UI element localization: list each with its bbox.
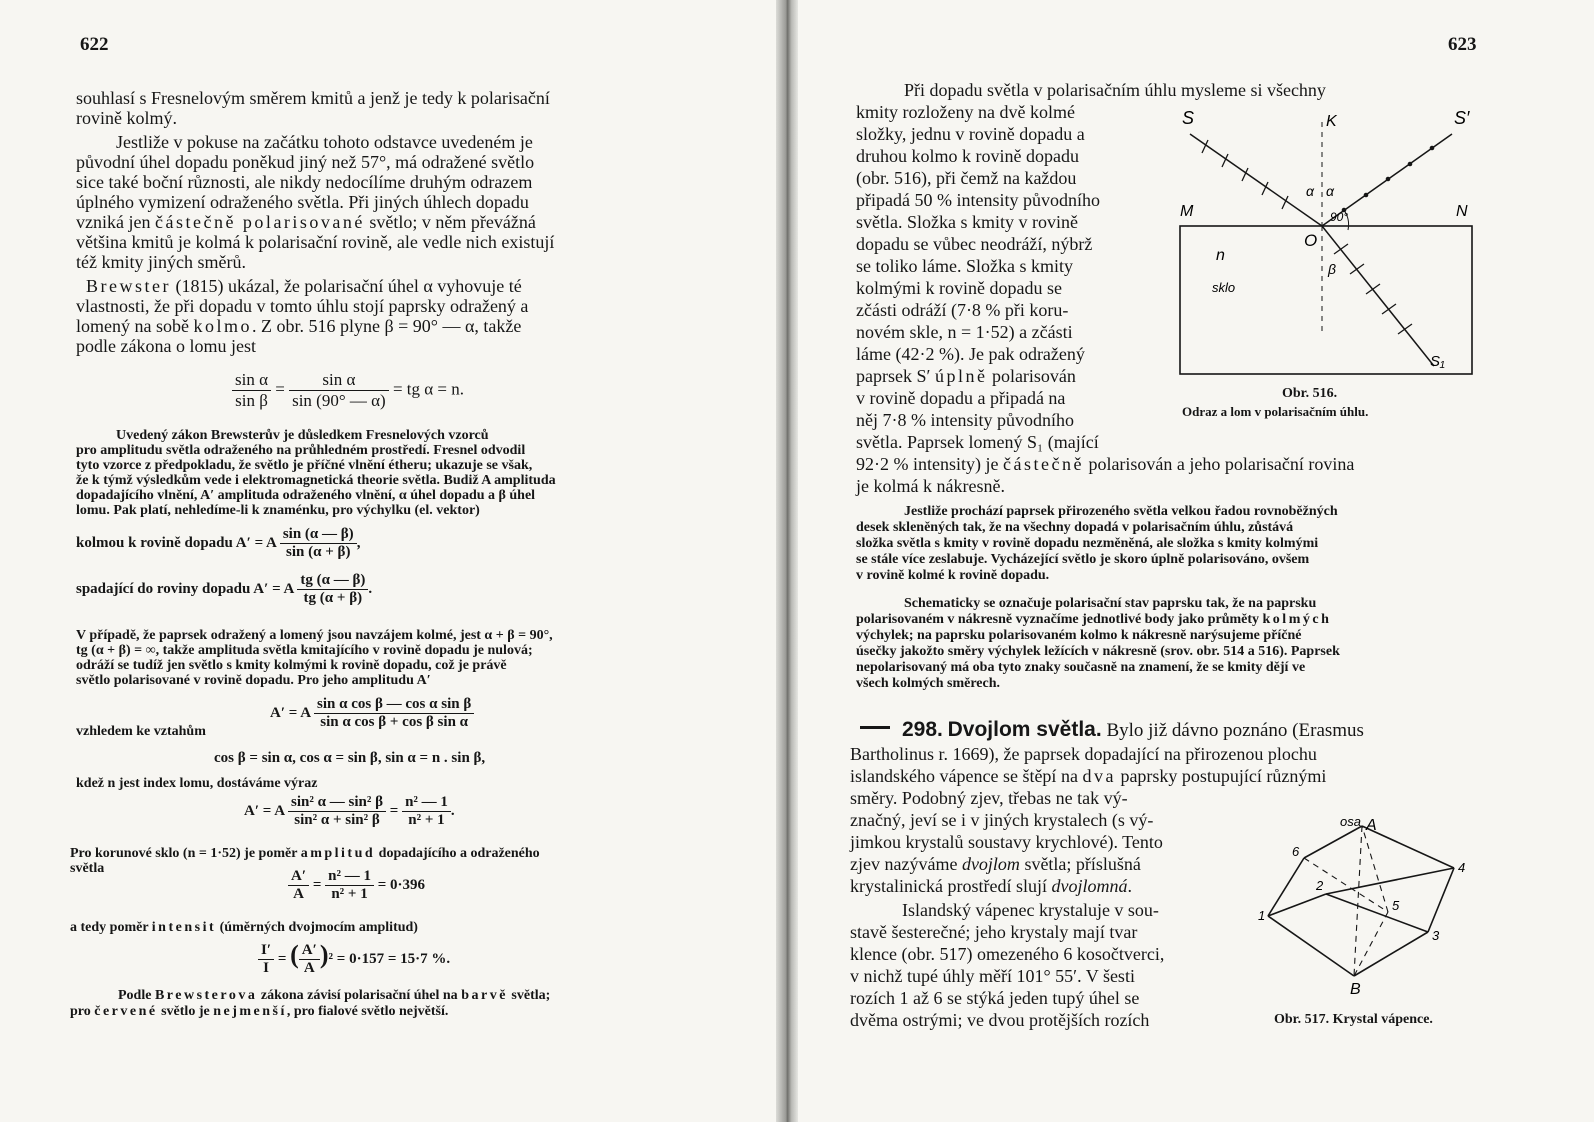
text-line: zčásti odráží (7·8 % při koru- [856, 300, 1069, 320]
figure-516-caption: Odraz a lom v polarisačním úhlu. [1182, 404, 1369, 419]
text-line-small: odráží se tudíž jen světlo s kmity kolmými k rovině dopadu, což je právě [76, 658, 507, 673]
label-n-point: N [1456, 203, 1468, 220]
text-line: novém skle, n = 1·52) a zčásti [856, 322, 1073, 342]
label-b: B [1350, 981, 1361, 998]
text-line: Při dopadu světla v polarisačním úhlu mysleme si všechny [904, 80, 1326, 100]
label-corner-5: 5 [1392, 898, 1400, 913]
text-line: světla. Složka s kmity v rovině [856, 212, 1078, 232]
text-line-small: kdež n jest index lomu, dostáváme výraz [76, 776, 318, 791]
label-k: K [1326, 113, 1337, 130]
label-axis: osa [1340, 816, 1361, 829]
section-heading: 298. Dvojlom světla. Bylo již dávno poznáno (Erasmus [902, 718, 1364, 741]
text-line: Jestliže v pokuse na začátku tohoto odstavce uvedeném je [116, 132, 533, 152]
label-glass: sklo [1212, 280, 1236, 295]
text-line: v rovině dopadu a připadá na [856, 388, 1066, 408]
text-line-small: výchylek; na paprsku polarisovaném kolmo k nákresně narýsujeme příčné [856, 628, 1302, 643]
text-line-small: vzhledem ke vztahům [76, 724, 206, 739]
equation-index: A′ = A $\frac{\text{sin² α — sin² β}}{\text{sin² α + sin² β}}$ = $\frac{\text{n² — 1}}{\text{n² + 1}}$ . [244, 794, 455, 828]
section-dash [860, 726, 890, 729]
text-line-small: Uvedený zákon Brewsterův je důsledkem Fresnelových vzorců [116, 428, 489, 443]
text-line-small: světla [70, 861, 105, 876]
figure-516-reflection-diagram [1172, 104, 1482, 384]
text-line: Islandský vápenec krystaluje v sou- [902, 900, 1159, 920]
label-corner-4: 4 [1458, 860, 1466, 875]
text-line: připadá 50 % intensity původního [856, 190, 1100, 210]
text-line: paprsek S′ úplně polarisován [856, 366, 1076, 386]
equation-ratio: $\frac{A'}{A}$ = $\frac{\text{n² — 1}}{\text{n² + 1}}$ = 0·396 [288, 868, 425, 903]
text-line: (obr. 516), při čemž na každou [856, 168, 1077, 188]
text-line-small: a tedy poměr intensit (úměrných dvojmocím amplitud) [70, 920, 418, 935]
text-line: světla. Paprsek lomený S₁ (mající [856, 432, 1099, 452]
label-n-index: n [1216, 247, 1225, 264]
refracted-ray [1322, 226, 1434, 366]
text-line-small: Podle Brewsterova zákona závisí polarisační úhel na barvě světla; [118, 988, 551, 1003]
text-line-small: pro amplitudu světla odraženého na průhledném prostředí. Fresnel odvodil [76, 443, 526, 458]
text-line: většina kmitů je kolmá k polarisační rovině, ale vedle nich existují [76, 232, 555, 252]
text-line: Bartholinus r. 1669), že paprsek dopadající na přirozenou plochu [850, 744, 1317, 764]
text-line: se toliko láme. Složka s kmity [856, 256, 1073, 276]
label-m: M [1180, 203, 1194, 220]
text-line: něj 7·8 % intensity původního [856, 410, 1074, 430]
right-page [798, 0, 1594, 1122]
text-line-small: lomu. Pak platí, nehledíme-li k znaménku, pro výchylku (el. vektor) [76, 503, 480, 518]
text-line: lomený na sobě kolmo. Z obr. 516 plyne β = 90° — α, takže [76, 316, 522, 336]
label-s1: S₁ [1430, 353, 1445, 370]
equation-relations: cos β = sin α, cos α = sin β, sin α = n . sin β, [214, 750, 486, 766]
text-line-small: V případě, že paprsek odražený a lomený jsou navzájem kolmé, jest α + β = 90°, [76, 628, 553, 643]
text-line: směry. Podobný zjev, třebas ne tak vý- [850, 788, 1128, 808]
label-o: O [1304, 231, 1318, 250]
text-line-small: Jestliže prochází paprsek přirozeného světla velkou řadou rovnoběžných [904, 504, 1338, 519]
text-line: rozích 1 až 6 se stýká jeden tupý úhel se [850, 988, 1140, 1008]
equation-perpendicular: kolmou k rovině dopadu A′ = A $\frac{\sin (\alpha — \beta)}{\sin (\alpha + \beta)}$ , [76, 526, 361, 560]
text-line-small: pro červené světlo je nejmenší, pro fialové světlo největší. [70, 1004, 449, 1019]
text-line: vzniká jen částečně polarisované světlo; v něm převážná [76, 212, 536, 232]
equation-parallel: spadající do roviny dopadu A′ = A $\frac{tg (\alpha — \beta)}{tg (\alpha + \beta)}$ . [76, 572, 373, 606]
label-corner-1: 1 [1258, 908, 1266, 923]
text-line: rovině kolmý. [76, 108, 177, 128]
label-corner-3: 3 [1432, 928, 1440, 943]
page-number-right: 623 [1448, 34, 1477, 55]
text-line: druhou kolmo k rovině dopadu [856, 146, 1079, 166]
text-line: krystalinická prostředí slují dvojlomná. [850, 876, 1132, 896]
text-line: v nichž tupé úhly měří 101° 55′. V šesti [850, 966, 1135, 986]
label-alpha: α [1326, 183, 1334, 199]
figure-517-calcite-crystal [1258, 816, 1488, 1006]
incident-ticks [1202, 140, 1288, 209]
text-line-small: Pro korunové sklo (n = 1·52) je poměr amplitud dopadajícího a odraženého [70, 846, 540, 861]
refracted-ticks [1334, 244, 1412, 334]
left-page [0, 0, 776, 1122]
text-line: vlastnosti, že při dopadu v tomto úhlu stojí paprsky odražený a [76, 296, 529, 316]
text-line: 92·2 % intensity) je částečně polarisován a jeho polarisační rovina [856, 454, 1355, 474]
text-line: kmity rozloženy na dvě kolmé [856, 102, 1075, 122]
text-line-small: tg (α + β) = ∞, takže amplituda světla kmitajícího v rovině dopadu je nulová; [76, 643, 533, 658]
text-line: je kolmá k nákresně. [856, 476, 1005, 496]
text-line-small: nepolarisovaný má oba tyto znaky současně na znamení, že se kmity dějí ve [856, 660, 1306, 675]
text-line-small: složka světla s kmity v rovině dopadu nezměněná, ale složka s kmity kolmými [856, 536, 1319, 551]
figure-517-caption: Obr. 517. Krystal vápence. [1274, 1012, 1433, 1027]
equation-amplitude: A′ = A $\frac{\text{sin α cos β — cos α sin β}}{\text{sin α cos β + cos β sin α}}$ [270, 696, 474, 731]
incident-ray [1190, 134, 1322, 226]
text-line: dvěma ostrými; ve dvou protějších rozích [850, 1010, 1150, 1030]
label-alpha: α [1306, 183, 1314, 199]
text-line: úplného vymizení odraženého světla. Při jiných úhlech dopadu [76, 192, 529, 212]
label-beta: β [1328, 261, 1336, 277]
text-line: zjev nazýváme dvojlom světla; příslušná [850, 854, 1141, 874]
page-number-left: 622 [80, 34, 109, 55]
figure-516-caption-number: Obr. 516. [1282, 386, 1338, 401]
text-line: podle zákona o lomu jest [76, 336, 256, 356]
text-line-small: tyto vzorce z předpokladu, že světlo je příčné vlnění étheru; ukazuje se však, [76, 458, 533, 473]
text-line-small: desek skleněných tak, že na všechny dopadá v polarisačním úhlu, zůstává [856, 520, 1294, 535]
text-line: kolmými k rovině dopadu se [856, 278, 1062, 298]
text-line: dopadu se vůbec neodráží, nýbrž [856, 234, 1093, 254]
text-line-small: že k týmž výsledkům vede i elektromagnetická theorie světla. Budiž A amplituda [76, 473, 556, 488]
text-line-small: všech kolmých směrech. [856, 676, 1000, 691]
text-line: též kmity jiných směrů. [76, 252, 246, 272]
label-corner-2: 2 [1316, 878, 1324, 893]
label-corner-6: 6 [1292, 844, 1300, 859]
text-line: původní úhel dopadu poněkud jiný než 57°, má odražené světlo [76, 152, 535, 172]
label-s-prime: S′ [1454, 108, 1470, 128]
text-line-small: dopadajícího vlnění, A′ amplituda odraženého vlnění, α úhel dopadu a β úhel [76, 488, 536, 503]
label-90-deg: 90° [1330, 210, 1349, 224]
text-line: jimkou krystalů soustavy krychlové). Tento [850, 832, 1163, 852]
text-line-small: se stále více zeslabuje. Vycházející světlo je skoro úplně polarisováno, ovšem [856, 552, 1310, 567]
text-line: sice také boční různosti, ale nikdy nedocílíme druhým odrazem [76, 172, 533, 192]
text-line-small: světlo polarisované v rovině dopadu. Pro jeho amplitudu A′ [76, 673, 431, 688]
label-s: S [1182, 108, 1195, 128]
text-line: islandského vápence se štěpí na dva paprsky postupující různými [850, 766, 1327, 786]
text-line-small: Schematicky se označuje polarisační stav paprsku tak, že na paprsku [904, 596, 1317, 611]
text-line: značný, jeví se i v jiných krystalech (s vý- [850, 810, 1154, 830]
equation-intensity: $\frac{I'}{I}$ = ( $\frac{A'}{A}$ )² = 0·157 = 15·7 %. [258, 940, 450, 977]
text-line: láme (42·2 %). Je pak odražený [856, 344, 1085, 364]
text-line-small: polarisovaném v nákresně vyznačíme jednotlivé body jako průměty kolmých [856, 612, 1332, 627]
text-line: klence (obr. 517) omezeného 6 kosočtverci, [850, 944, 1165, 964]
text-line: souhlasí s Fresnelovým směrem kmitů a jenž je tedy k polarisační [76, 88, 550, 108]
equation-brewster: $\frac{\text{sin α}}{\text{sin β}}$ = $\frac{\text{sin α}}{\sin (90^\circ — \alpha)}$ = tg α = n. [232, 370, 464, 411]
text-line: složky, jednu v rovině dopadu a [856, 124, 1085, 144]
text-line-small: úsečky jakožto směry výchylek ležících v nákresně (srov. obr. 514 a 516). Paprsek [856, 644, 1340, 659]
book-gutter [776, 0, 798, 1122]
text-line: Brewster (1815) ukázal, že polarisační úhel α vyhovuje té [86, 276, 522, 296]
text-line-small: v rovině kolmé k rovině dopadu. [856, 568, 1050, 583]
label-a: A [1366, 817, 1377, 834]
text-line: stavě šesterečné; jeho krystaly mají tvar [850, 922, 1138, 942]
